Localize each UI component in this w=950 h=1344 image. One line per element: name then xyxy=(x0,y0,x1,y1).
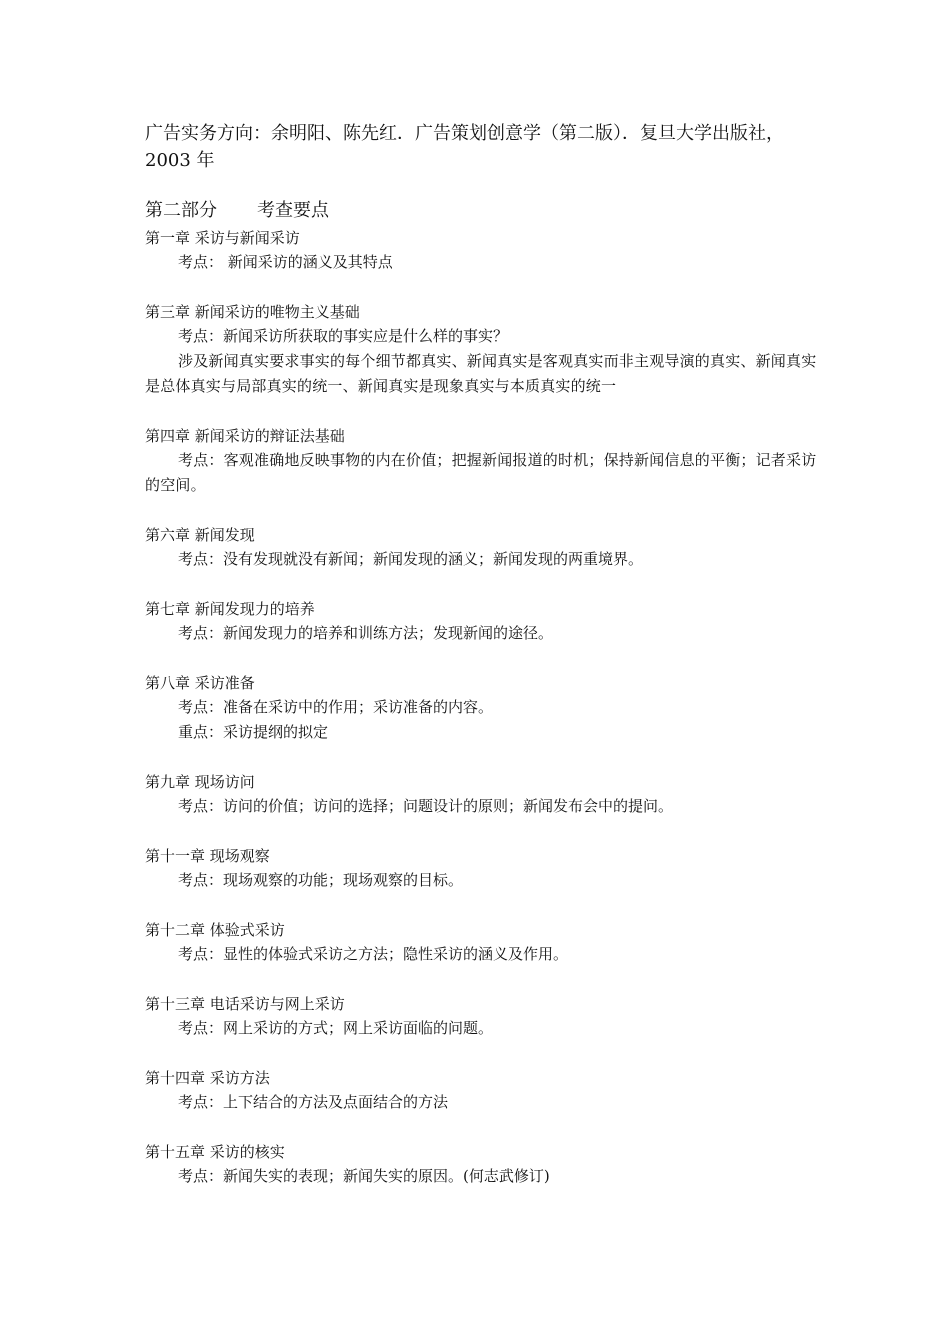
exam-point: 考点： 新闻采访的涵义及其特点 xyxy=(178,253,393,271)
chapter-title: 第十五章 采访的核实 xyxy=(145,1143,285,1161)
exam-point: 考点：准备在采访中的作用；采访准备的内容。 xyxy=(178,698,494,716)
chapter-11 xyxy=(145,844,825,893)
chapter-13 xyxy=(145,992,825,1041)
exam-point: 考点：新闻采访所获取的事实应是什么样的事实？ xyxy=(178,327,509,345)
part-subtitle: 考查要点 xyxy=(257,200,329,221)
exam-point: 考点：没有发现就没有新闻；新闻发现的涵义；新闻发现的两重境界。 xyxy=(178,550,644,568)
chapter-14 xyxy=(145,1066,825,1115)
exam-point: 考点：新闻发现力的培养和训练方法；发现新闻的途径。 xyxy=(178,624,554,642)
chapter-15 xyxy=(145,1140,825,1189)
key-point: 重点：采访提纲的拟定 xyxy=(178,723,329,741)
exam-point: 考点：显性的体验式采访之方法；隐性采访的涵义及作用。 xyxy=(178,945,569,963)
chapter-title: 第十四章 采访方法 xyxy=(145,1069,270,1087)
chapter-title: 第九章 现场访问 xyxy=(145,773,255,791)
chapter-3 xyxy=(145,300,825,399)
chapter-title: 第十一章 现场观察 xyxy=(145,847,270,865)
chapter-title: 第八章 采访准备 xyxy=(145,674,255,692)
chapter-paragraph: 涉及新闻真实要求事实的每个细节都真实、新闻真实是客观真实而非主观导演的真实、新闻真实是总体真实与局部真实的统一、新闻真实是现象真实与本质真实的统一 xyxy=(145,352,817,395)
document-page xyxy=(145,120,825,1214)
chapter-title: 第十二章 体验式采访 xyxy=(145,921,285,939)
chapter-paragraph: 考点：客观准确地反映事物的内在价值；把握新闻报道的时机；保持新闻信息的平衡；记者采访的空间。 xyxy=(145,451,817,494)
chapter-title: 第七章 新闻发现力的培养 xyxy=(145,600,315,618)
chapter-8 xyxy=(145,671,825,745)
reference-text: 广告实务方向：余明阳、陈先红．广告策划创意学（第二版）．复旦大学出版社，2003 年 xyxy=(145,123,784,171)
part-heading xyxy=(145,198,825,224)
chapter-6 xyxy=(145,523,825,572)
chapter-title: 第三章 新闻采访的唯物主义基础 xyxy=(145,303,360,321)
chapter-1 xyxy=(145,226,825,275)
chapter-title: 第六章 新闻发现 xyxy=(145,526,255,544)
chapter-7 xyxy=(145,597,825,646)
part-title: 第二部分 xyxy=(145,200,217,221)
chapter-4 xyxy=(145,424,825,498)
chapter-title: 第四章 新闻采访的辩证法基础 xyxy=(145,427,345,445)
chapter-title: 第十三章 电话采访与网上采访 xyxy=(145,995,345,1013)
chapter-title: 第一章 采访与新闻采访 xyxy=(145,229,300,247)
exam-point: 考点：上下结合的方法及点面结合的方法 xyxy=(178,1093,449,1111)
exam-point: 考点：访问的价值；访问的选择；问题设计的原则；新闻发布会中的提问。 xyxy=(178,797,674,815)
exam-point: 考点：新闻失实的表现；新闻失实的原因。(何志武修订) xyxy=(178,1167,550,1185)
exam-point: 考点：网上采访的方式；网上采访面临的问题。 xyxy=(178,1019,494,1037)
exam-point: 考点：现场观察的功能；现场观察的目标。 xyxy=(178,871,464,889)
chapter-12 xyxy=(145,918,825,967)
chapter-9 xyxy=(145,770,825,819)
